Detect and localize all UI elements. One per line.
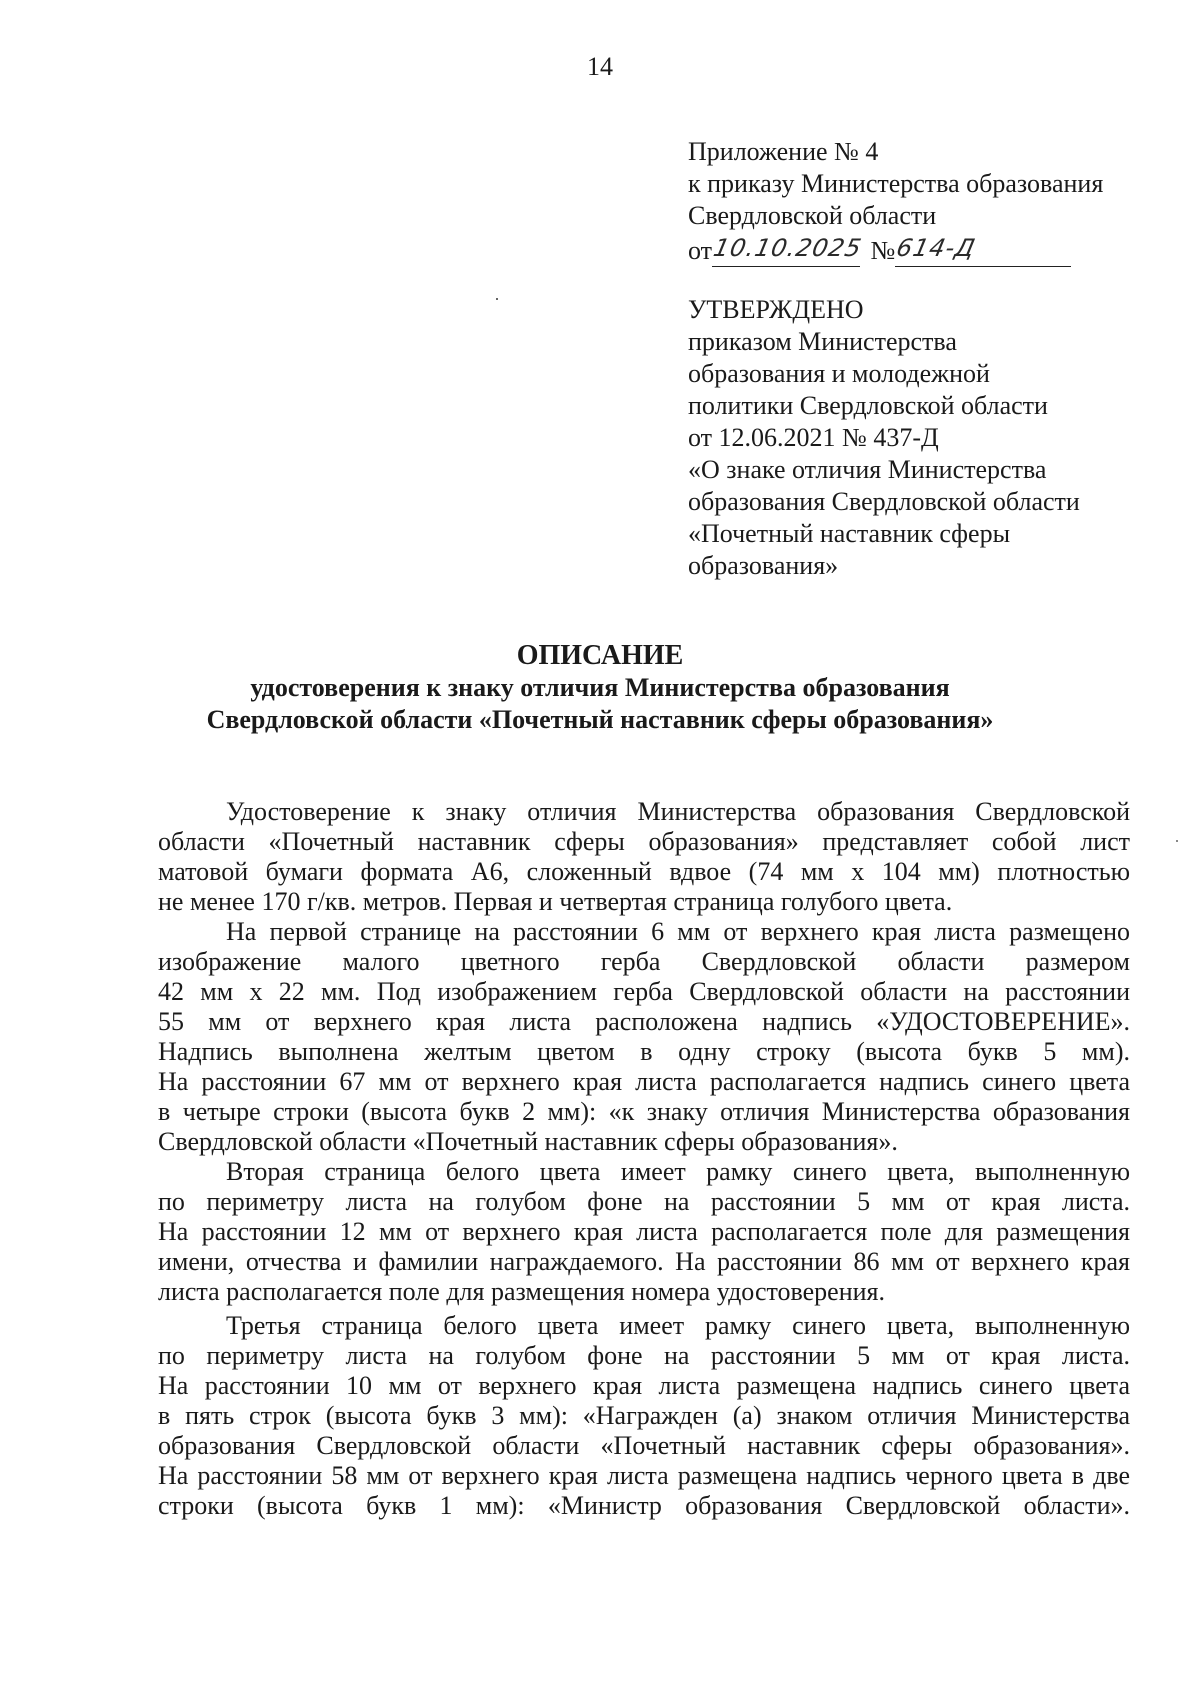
heading-title: ОПИСАНИЕ <box>516 640 684 671</box>
appendix-order-ref: к приказу Министерства образования <box>688 169 1104 198</box>
approved-line: «О знаке отличия Министерства <box>688 455 1047 484</box>
paragraph <box>158 1157 1130 1307</box>
paragraph-line: в пять строк (высота букв 3 мм): «Награжден (а) знаком отличия Министерства <box>158 1401 1130 1430</box>
paragraph-line: области «Почетный наставник сферы образования» представляет собой лист <box>158 827 1130 856</box>
document-body <box>158 797 1130 1521</box>
paragraph <box>158 1311 1130 1521</box>
paragraph-line: Свердловской области «Почетный наставник сферы образования». <box>158 1127 898 1156</box>
scan-speck <box>1176 840 1178 842</box>
appendix-date-number-line <box>688 232 1158 272</box>
paragraph-line: листа располагается поле для размещения номера удостоверения. <box>158 1277 886 1306</box>
paragraph-line: Вторая страница белого цвета имеет рамку синего цвета, выполненную <box>226 1157 1130 1186</box>
paragraph-line: матовой бумаги формата А6, сложенный вдвое (74 мм х 104 мм) плотностью <box>158 857 1130 886</box>
paragraph-line: по периметру листа на голубом фоне на расстоянии 5 мм от края листа. <box>158 1187 1130 1216</box>
paragraph-line: На расстоянии 12 мм от верхнего края листа располагается поле для размещения <box>158 1217 1130 1246</box>
paragraph-line: На первой странице на расстоянии 6 мм от верхнего края листа размещено <box>226 917 1130 946</box>
date-signature-field <box>711 232 865 267</box>
paragraph-line: 42 мм х 22 мм. Под изображением герба Свердловской области на расстоянии <box>158 977 1130 1006</box>
page-number: 14 <box>587 52 613 81</box>
paragraph-line: Надпись выполнена желтым цветом в одну строку (высота букв 5 мм). <box>158 1037 1130 1066</box>
number-prefix: № <box>870 236 896 265</box>
paragraph <box>158 797 1130 917</box>
approved-line: образования и молодежной <box>688 359 990 388</box>
paragraph-line: по периметру листа на голубом фоне на расстоянии 5 мм от края листа. <box>158 1341 1130 1370</box>
appendix-title: Приложение № 4 <box>688 137 879 166</box>
handwritten-date: 10.10.2025 <box>711 234 865 262</box>
number-signature-field <box>895 232 1071 267</box>
date-prefix: от <box>688 236 713 265</box>
paragraph-line: изображение малого цветного герба Свердловской области размером <box>158 947 1130 976</box>
paragraph-line: строки (высота букв 1 мм): «Министр образования Свердловской области». <box>158 1491 1130 1520</box>
approved-line: образования» <box>688 551 839 580</box>
paragraph-line: не менее 170 г/кв. метров. Первая и четвертая страница голубого цвета. <box>158 887 953 916</box>
handwritten-number: 614-Д <box>894 234 979 262</box>
paragraph-line: имени, отчества и фамилии награждаемого. На расстоянии 86 мм от верхнего края <box>158 1247 1130 1276</box>
approved-line: УТВЕРЖДЕНО <box>688 295 864 324</box>
paragraph-line: На расстоянии 10 мм от верхнего края листа размещена надпись синего цвета <box>158 1371 1130 1400</box>
approved-line: приказом Министерства <box>688 327 957 356</box>
scan-speck <box>496 298 498 300</box>
approved-line: образования Свердловской области <box>688 487 1080 516</box>
paragraph-line: в четыре строки (высота букв 2 мм): «к знаку отличия Министерства образования <box>158 1097 1130 1126</box>
approved-line: «Почетный наставник сферы <box>688 519 1011 548</box>
approved-line: от 12.06.2021 № 437-Д <box>688 423 939 452</box>
paragraph-line: образования Свердловской области «Почетный наставник сферы образования». <box>158 1431 1130 1460</box>
document-heading <box>150 640 1050 736</box>
heading-subtitle-line2: Свердловской области «Почетный наставник сферы образования» <box>206 705 994 734</box>
paragraph-line: На расстоянии 58 мм от верхнего края листа размещена надпись черного цвета в две <box>158 1461 1130 1490</box>
paragraph-line: 55 мм от верхнего края листа расположена надпись «УДОСТОВЕРЕНИЕ». <box>158 1007 1130 1036</box>
approved-block <box>688 294 1168 582</box>
paragraph-line: Третья страница белого цвета имеет рамку синего цвета, выполненную <box>226 1311 1130 1340</box>
appendix-block <box>688 136 1158 272</box>
heading-subtitle-line1: удостоверения к знаку отличия Министерства образования <box>250 673 950 702</box>
paragraph-line: Удостоверение к знаку отличия Министерства образования Свердловской <box>226 797 1130 826</box>
paragraph <box>158 917 1130 1157</box>
paragraph-line: На расстоянии 67 мм от верхнего края листа располагается надпись синего цвета <box>158 1067 1130 1096</box>
approved-line: политики Свердловской области <box>688 391 1048 420</box>
appendix-region: Свердловской области <box>688 201 937 230</box>
